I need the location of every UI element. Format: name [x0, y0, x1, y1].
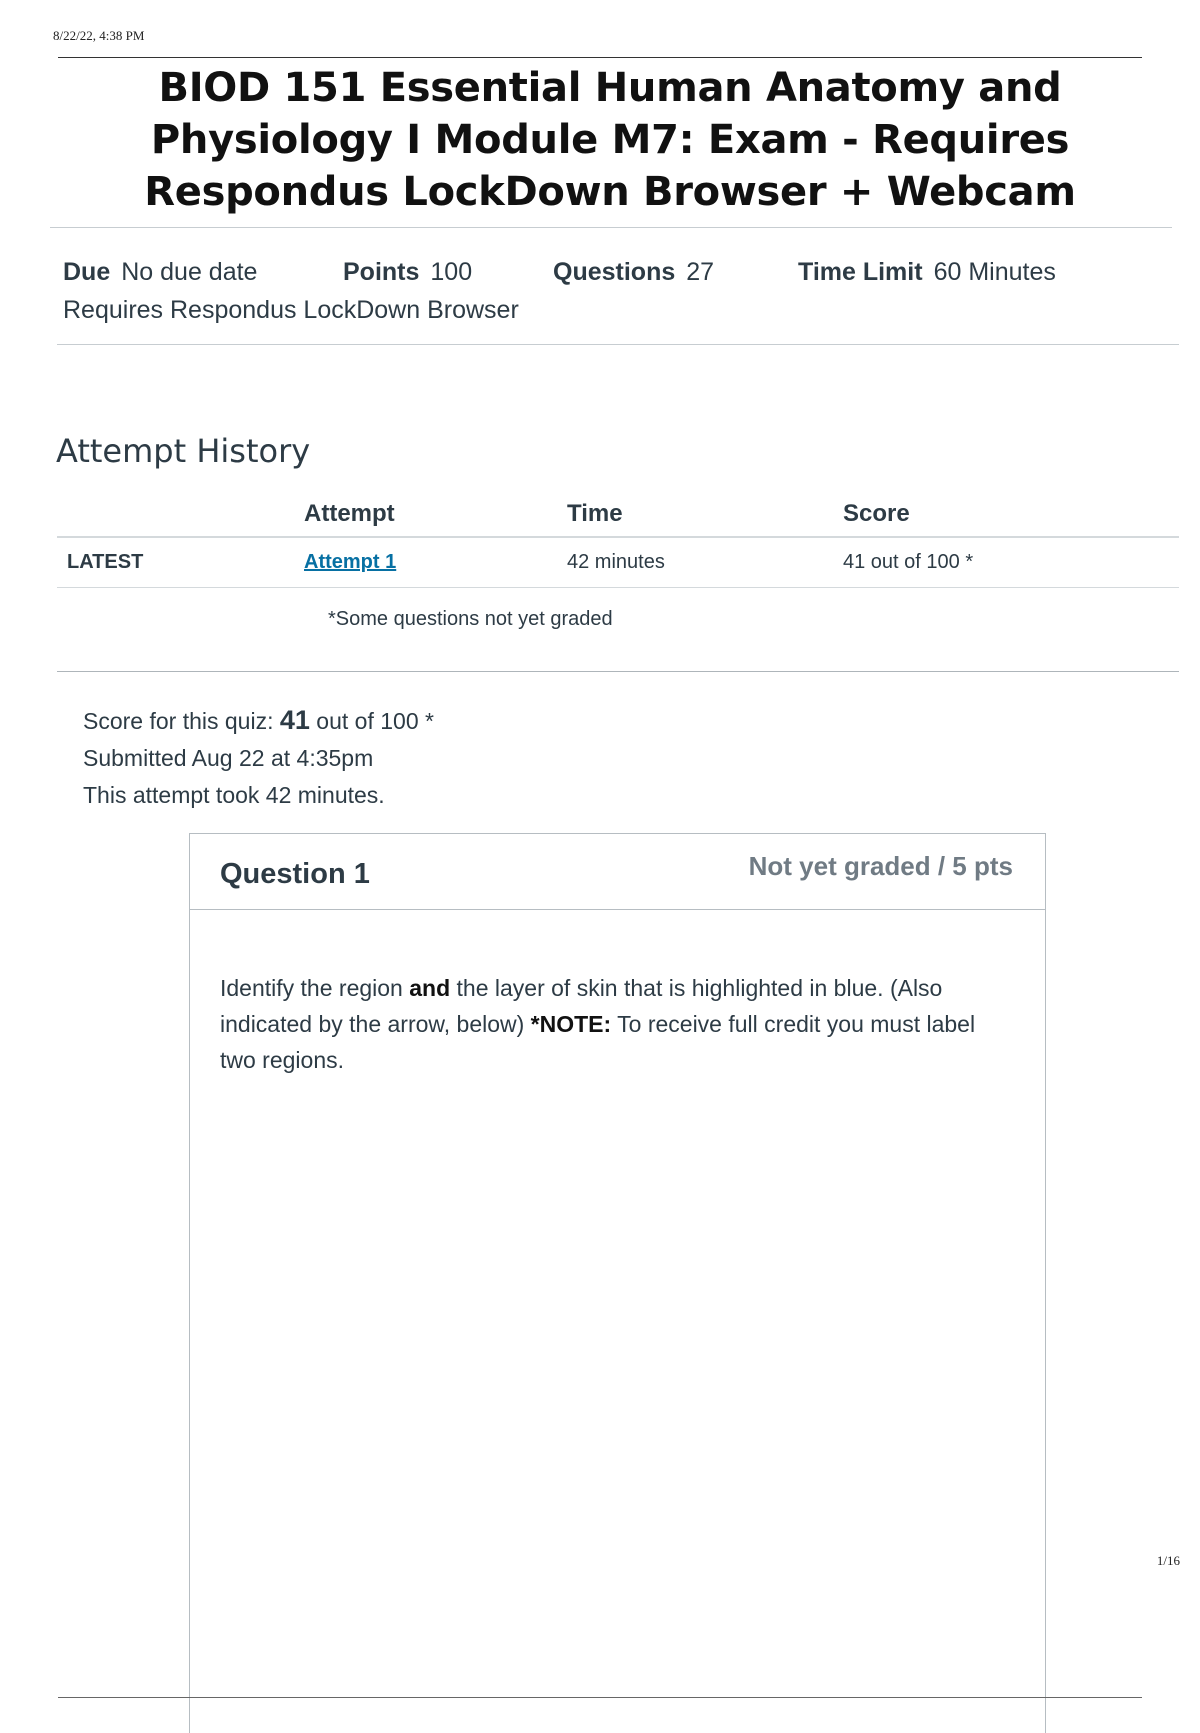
question-points: Not yet graded / 5 pts: [748, 851, 1013, 881]
score-prefix: Score for this quiz:: [83, 708, 280, 734]
attempt-link[interactable]: Attempt 1: [304, 551, 397, 573]
divider: [57, 671, 1179, 672]
question-text-part: To receive full credit you must label two regions.: [220, 1011, 976, 1073]
points-value: 100: [430, 257, 473, 286]
quiz-score: [83, 702, 434, 740]
questions-label: Questions: [553, 257, 676, 286]
table-header-row: [57, 492, 1179, 537]
quiz-title: BIOD 151 Essential Human Anatomy and Physiology I Module M7: Exam - Requires Respondus LockDown Browser + Webcam: [144, 65, 1076, 215]
attempt-history-table: [57, 492, 1179, 588]
header-rule: [58, 57, 1142, 58]
column-header: [57, 492, 304, 537]
question-text-part: Identify the region: [220, 975, 410, 1001]
time-limit-label: Time Limit: [798, 257, 923, 286]
print-datetime: 8/22/22, 4:38 PM: [53, 28, 145, 43]
question-title: Question 1: [220, 858, 370, 890]
table-row: [57, 537, 1179, 588]
column-header: Time: [567, 492, 843, 537]
score-suffix: out of 100 *: [309, 708, 434, 734]
questions-info: [553, 258, 798, 287]
question-text: [190, 910, 1045, 1078]
grading-footnote: *Some questions not yet graded: [328, 608, 613, 630]
question-text-part: the layer of skin that is highlighted in blue. (Also indicated by the arrow, below): [220, 975, 943, 1037]
time-limit-info: [798, 258, 1056, 287]
question-note-label: *NOTE:: [530, 1011, 612, 1037]
divider: [50, 227, 1172, 228]
lockdown-requirement: Requires Respondus LockDown Browser: [63, 296, 519, 324]
question-text-bold: and: [409, 975, 451, 1001]
time-limit-value: 60 Minutes: [933, 257, 1056, 286]
score-summary: [83, 702, 434, 814]
points-info: [343, 258, 553, 287]
divider: [57, 344, 1179, 345]
due-info: [63, 258, 343, 287]
attempt-history-heading: Attempt History: [56, 432, 311, 470]
column-header: Score: [843, 492, 1179, 537]
question-header: [190, 834, 1045, 910]
attempt-score: 41 out of 100 *: [843, 537, 1179, 588]
column-header: Attempt: [304, 492, 567, 537]
latest-label: LATEST: [57, 537, 304, 588]
footer-rule: [58, 1697, 1142, 1698]
due-label: Due: [63, 257, 111, 286]
attempt-time: 42 minutes: [567, 537, 843, 588]
attempt-duration: This attempt took 42 minutes.: [83, 782, 385, 808]
questions-value: 27: [686, 257, 715, 286]
question-card: [189, 833, 1046, 1733]
points-label: Points: [343, 257, 420, 286]
score-value: 41: [279, 705, 310, 735]
page-number: 1/16: [1156, 1553, 1180, 1568]
due-value: No due date: [121, 257, 258, 286]
submitted-time: Submitted Aug 22 at 4:35pm: [83, 745, 374, 771]
quiz-details: [63, 254, 1056, 325]
